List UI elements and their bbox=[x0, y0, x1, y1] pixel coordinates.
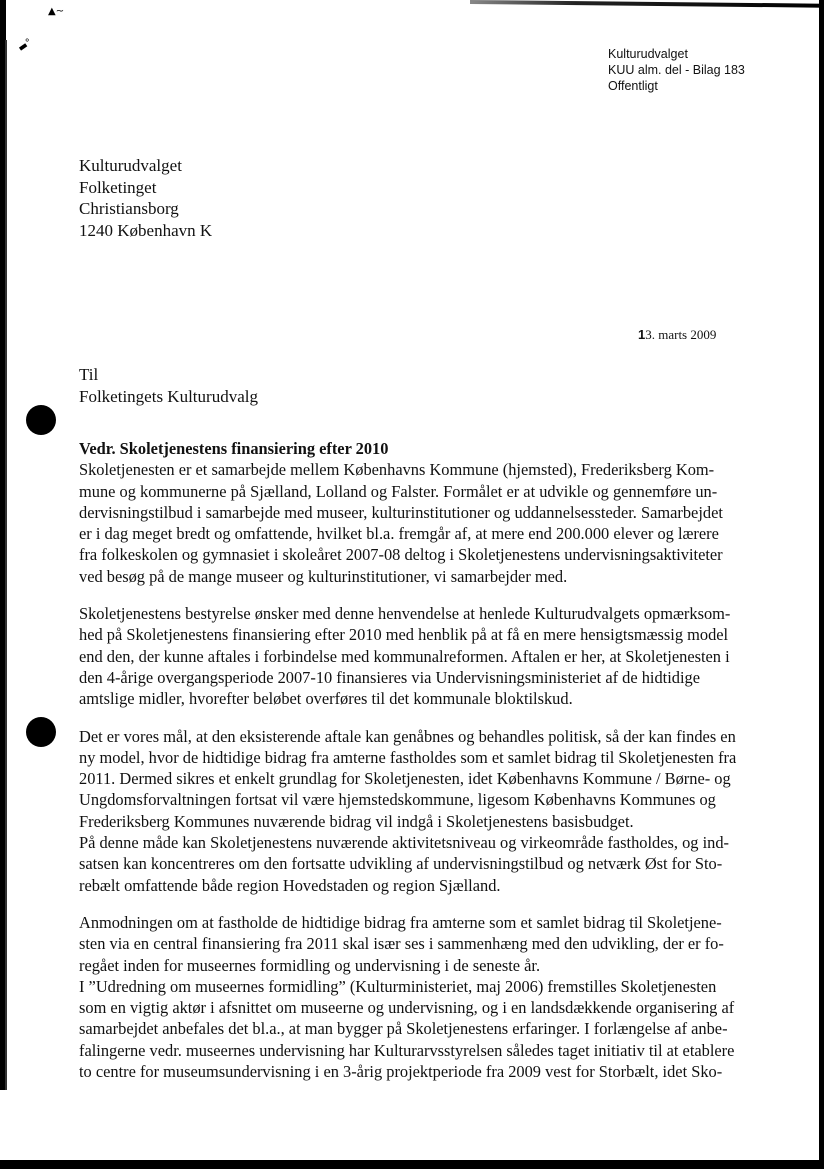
text-line: ny model, hvor de hidtidige bidrag fra amterne fastholdes som et samlet bidrag til Skoletjenesten fra bbox=[79, 747, 737, 767]
text-line: På denne måde kan Skoletjenestens nuværende aktivitetsniveau og virkeområde fastholdes, og ind- bbox=[79, 833, 729, 853]
punch-hole bbox=[26, 405, 56, 435]
text-line: Frederiksberg Kommunes nuværende bidrag vil indgå i Skoletjenestens basisbudget. bbox=[79, 811, 634, 831]
text-line: falingerne vedr. museernes undervisning har Kulturarvsstyrelsen således taget initiativ til at etablere bbox=[79, 1040, 735, 1060]
text-line: satsen kan koncentreres om den fortsatte udvikling af undervisningstilbud og netværk Øst for Sto- bbox=[79, 854, 723, 874]
text-line: rebælt omfattende både region Hovedstaden og region Sjælland. bbox=[79, 875, 501, 895]
text-line: Skoletjenesten er et samarbejde mellem Københavns Kommune (hjemsted), Frederiksberg Kom- bbox=[79, 460, 715, 480]
scan-bottom-band bbox=[0, 1160, 824, 1169]
address-line: 1240 København K bbox=[79, 220, 213, 240]
paragraph bbox=[79, 726, 751, 896]
text-line: I ”Udredning om museernes formidling” (Kulturministeriet, maj 2006) fremstilles Skoletjenesten bbox=[79, 976, 717, 996]
paragraph bbox=[79, 603, 751, 709]
address-line: Kulturudvalget bbox=[79, 156, 182, 175]
scan-right-edge bbox=[819, 0, 824, 1169]
letter-body bbox=[79, 438, 751, 1082]
letter-date bbox=[638, 327, 716, 343]
subject-heading: Vedr. Skoletjenestens finansiering efter 2010 bbox=[79, 439, 389, 458]
text-line: samarbejdet anbefales det bl.a., at man bygger på Skoletjenestens erfaringer. I forlængelse af anbe- bbox=[79, 1019, 728, 1039]
punch-hole bbox=[26, 717, 56, 747]
recipient-line: Til bbox=[79, 365, 99, 384]
text-line: sten via en central finansiering fra 2011 skal især ses i sammenhæng med den udvikling, der er fo- bbox=[79, 934, 724, 954]
stamp-status: Offentligt bbox=[608, 79, 658, 93]
text-line: ved besøg på de mange museer og kulturinstitutioner, vi samarbejder med. bbox=[79, 566, 568, 586]
stamp-reference: KUU alm. del - Bilag 183 bbox=[608, 63, 745, 77]
date-lead-digit: 1 bbox=[638, 327, 646, 342]
text-line: fra folkeskolen og gymnasiet i skoleåret 2007-08 deltog i Skoletjenestens undervisningsaktiviteter bbox=[79, 545, 723, 565]
text-line: mune og kommunerne på Sjælland, Lolland og Falster. Formålet er at udvikle og gennemføre un- bbox=[79, 481, 718, 501]
text-line: den 4-årige overgangsperiode 2007-10 finansieres via Undervisningsministeriet af de hidtidige bbox=[79, 667, 701, 687]
address-line: Christiansborg bbox=[79, 199, 179, 218]
sender-address bbox=[79, 155, 212, 241]
scan-speck-mark: ▲~ bbox=[48, 6, 65, 17]
text-line: regået inden for museernes formidling og undervisning i de seneste år. bbox=[79, 955, 541, 975]
document-stamp bbox=[608, 46, 745, 94]
recipient-line: Folketingets Kulturudvalg bbox=[79, 386, 258, 406]
paragraph bbox=[79, 459, 751, 587]
text-line: amtslige midler, hvorefter beløbet overføres til det kommunale bloktilskud. bbox=[79, 689, 573, 709]
text-line: end den, der kunne aftales i forbindelse med kommunalreformen. Aftalen er her, at Skoletjenesten i bbox=[79, 646, 730, 666]
text-line: Det er vores mål, at den eksisterende aftale kan genåbnes og behandles politisk, så der kan findes en bbox=[79, 726, 736, 746]
address-line: Folketinget bbox=[79, 177, 157, 197]
text-line: som en vigtig aktør i afsnittet om museerne og undervisning, og i en landsdækkende organisering af bbox=[79, 998, 735, 1018]
text-line: Skoletjenestens bestyrelse ønsker med denne henvendelse at henlede Kulturudvalgets opmærksom- bbox=[79, 604, 731, 624]
text-line: er i dag meget bredt og omfattende, hvilket bl.a. fremgår af, at mere end 200.000 elever og lærere bbox=[79, 524, 719, 544]
paragraph bbox=[79, 912, 751, 1082]
text-line: Ungdomsforvaltningen fortsat vil være hjemstedskommune, ligesom Københavns Kommunes og bbox=[79, 790, 716, 810]
text-line: to centre for museumsundervisning i en 3-årig projektperiode fra 2009 vest for Storbælt, idet Sko- bbox=[79, 1062, 723, 1082]
scan-left-edge-shadow bbox=[5, 40, 7, 1090]
stamp-committee: Kulturudvalget bbox=[608, 47, 688, 61]
date-rest: 3. marts 2009 bbox=[645, 327, 717, 342]
text-line: 2011. Dermed sikres et enkelt grundlag for Skoletjenesten, idet Københavns Kommune / Børne- og bbox=[79, 769, 731, 789]
scan-top-edge bbox=[470, 0, 824, 8]
text-line: Anmodningen om at fastholde de hidtidige bidrag fra amterne som et samlet bidrag til Skoletjene- bbox=[79, 912, 722, 932]
recipient-block bbox=[79, 364, 258, 407]
text-line: dervisningstilbud i samarbejde med museer, kulturinstitutioner og uddannelsessteder. Samarbejdet bbox=[79, 502, 723, 522]
text-line: hed på Skoletjenestens finansiering efter 2010 med henblik på at få en mere hensigtsmæssig model bbox=[79, 625, 729, 645]
scan-speck-mark: ▬° bbox=[16, 36, 35, 55]
